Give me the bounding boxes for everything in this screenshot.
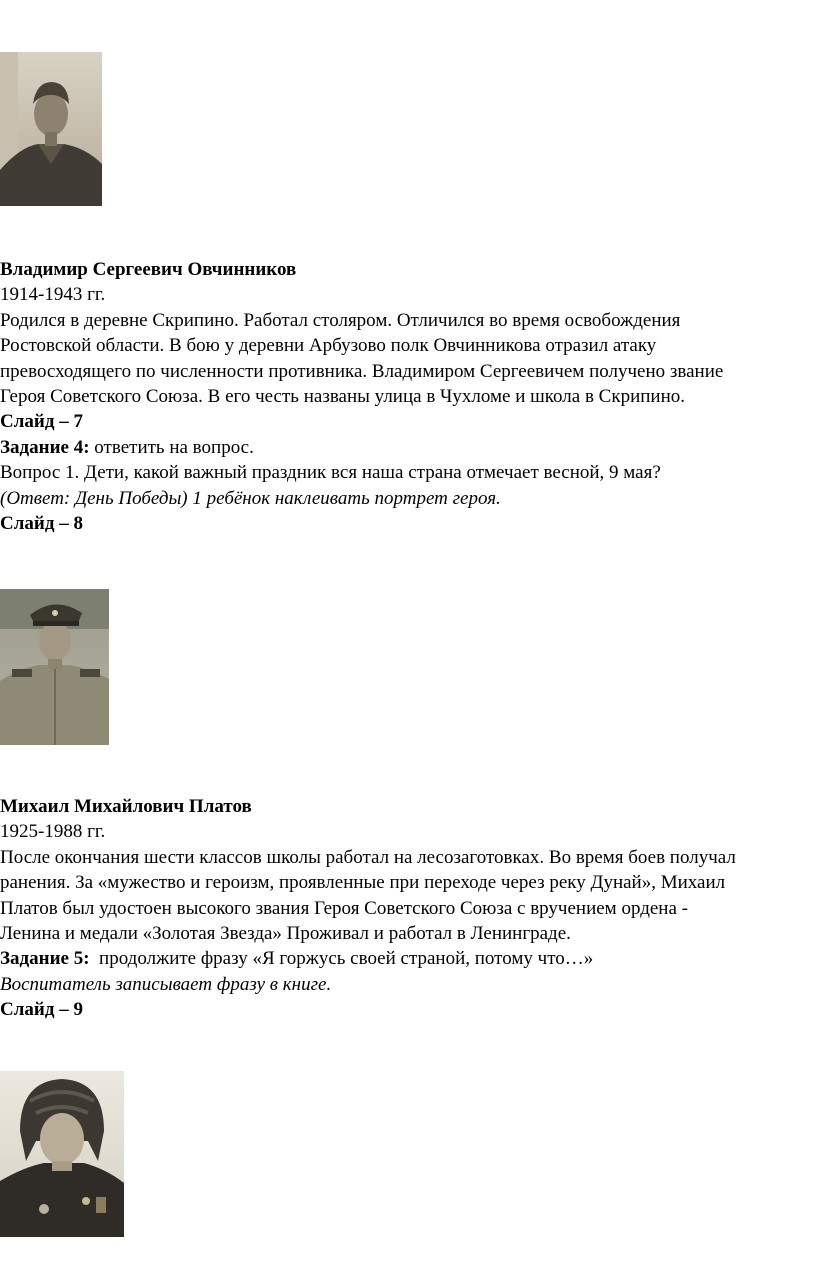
bio-line: Ростовской области. В бою у деревни Арбузово полк Овчинникова отразил атаку — [0, 335, 657, 357]
bio-line: Ленина и медали «Золотая Звезда» Проживал и работал в Ленинграде. — [0, 923, 571, 945]
question-text: Вопрос 1. Дети, какой важный праздник вся наша страна отмечает весной, 9 мая? — [0, 462, 661, 484]
bio-line: Героя Советского Союза. В его честь названы улица в Чухломе и школа в Скрипино. — [0, 386, 685, 408]
bio-line: Родился в деревне Скрипино. Работал столяром. Отличился во время освобождения — [0, 309, 681, 331]
slide-label: Слайд – 8 — [0, 513, 83, 535]
note-text: Воспитатель записывает фразу в книге. — [0, 973, 332, 995]
task-line — [0, 946, 816, 971]
bio-line: ранения. За «мужество и героизм, проявленные при переходе через реку Дунай», Михаил — [0, 872, 726, 894]
task-line — [0, 435, 816, 460]
hero-name: Владимир Сергеевич Овчинников — [0, 259, 297, 280]
portrait-photo-platov — [0, 589, 109, 745]
task-label: Задание 5: — [0, 948, 90, 970]
bio-line: Платов был удостоен высокого звания Героя Советского Союза с вручением ордена - — [0, 897, 688, 919]
slide-label: Слайд – 9 — [0, 999, 83, 1021]
task-text: продолжите фразу «Я горжусь своей страной, потому что…» — [89, 948, 594, 970]
hero-name: Михаил Михайлович Платов — [0, 796, 252, 817]
hero-years: 1914-1943 гг. — [0, 284, 106, 306]
slide-label: Слайд – 7 — [0, 411, 83, 433]
answer-text: (Ответ: День Победы) 1 ребёнок наклеивать портрет героя. — [0, 487, 501, 509]
task-text: ответить на вопрос. — [89, 436, 254, 458]
hero-years: 1925-1988 гг. — [0, 821, 106, 843]
portrait-photo-ovchinnikov — [0, 52, 102, 206]
task-label: Задание 4: — [0, 436, 90, 458]
bio-line: превосходящего по численности противника. Владимиром Сергеевичем получено звание — [0, 360, 724, 382]
portrait-photo-tankman — [0, 1071, 124, 1237]
bio-line: После окончания шести классов школы работал на лесозаготовках. Во время боев получал — [0, 846, 736, 868]
